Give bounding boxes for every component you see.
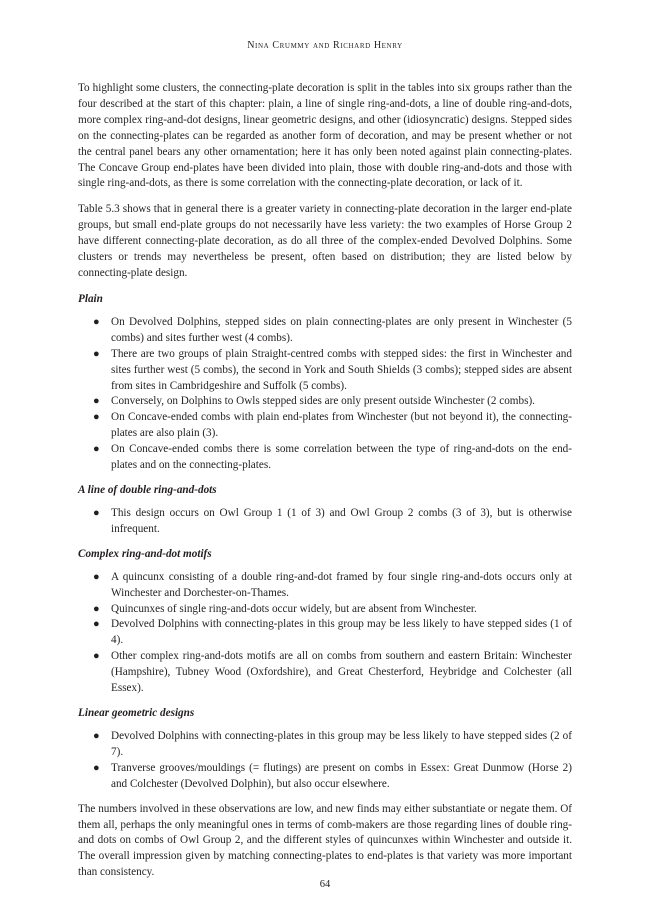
bullet-icon: ●	[93, 506, 100, 519]
bullet-icon: ●	[93, 761, 100, 774]
bullet-icon: ●	[93, 602, 100, 615]
section-heading-double: A line of double ring-and-dots	[78, 483, 217, 496]
bullet-list-linear	[78, 729, 572, 793]
bullet-icon: ●	[93, 411, 100, 424]
list-item: ● On Concave-ended combs there is some correlation between the type of ring-and-dots on the end-plates and on the connecting-plates.	[93, 443, 572, 472]
list-item: ● A quincunx consisting of a double ring-and-dot framed by four single ring-and-dots occurs only at Winchester and Dorchester-on-Thames.	[93, 570, 572, 599]
bullet-icon: ●	[93, 650, 100, 663]
list-item: ● Other complex ring-and-dots motifs are all on combs from southern and eastern Britain: Winchester (Hampshire), Tubney Wood (Oxfordshire), and Great Chesterford, Heybridge and Colchester (all Essex).	[93, 650, 572, 695]
list-item: ● Tranverse grooves/mouldings (= flutings) are present on combs in Essex: Great Dunmow (Horse 2) and Colchester (Devolved Dolphin), but also occur elsewhere.	[93, 761, 572, 790]
list-item: ● Quincunxes of single ring-and-dots occur widely, but are absent from Winchester.	[111, 602, 572, 618]
running-head: Nina Crummy and Richard Henry	[247, 40, 403, 51]
bullet-icon: ●	[93, 395, 100, 408]
list-item: ● On Concave-ended combs with plain end-plates from Winchester (but not beyond it), the connecting-plates are also plain (3).	[93, 411, 572, 440]
list-item: ● On Devolved Dolphins, stepped sides on plain connecting-plates are only present in Winchester (5 combs) and sites further west (4 combs).	[93, 315, 572, 344]
list-item: ● Devolved Dolphins with connecting-plates in this group may be less likely to have stepped sides (2 of 7).	[93, 730, 572, 758]
page-number: 64	[319, 879, 331, 890]
list-item: ● Devolved Dolphins with connecting-plates in this group may be less likely to have stepped sides (1 of 4).	[93, 618, 572, 647]
bullet-icon: ●	[93, 618, 100, 631]
list-item: ● Conversely, on Dolphins to Owls stepped sides are only present outside Winchester (2 combs).	[111, 394, 572, 410]
page-content	[78, 40, 572, 891]
bullet-list-plain	[78, 315, 572, 474]
paragraph-conclusion: The numbers involved in these observations are low, and new finds may either substantiate or negate them. Of them all, perhaps the only meaningful ones in terms of comb-makers are those regarding lines of double ring-and dots on combs of Owl Group 2, and the different styles of quincunxes within Winchester and outside it. The overall impression given by matching connecting-plates to end-plates is that variety was more important than consistency.	[78, 802, 572, 879]
section-heading-linear: Linear geometric designs	[78, 707, 195, 719]
paragraph-intro: To highlight some clusters, the connecting-plate decoration is split in the tables into six groups rather than the four described at the start of this chapter: plain, a line of single ring-and-dots, a line of double ring-and-dots, more complex ring-and-dot designs, linear geometric designs, and other (idiosyncratic) designs. Stepped sides on the connecting-plates can be regarded as another form of decoration, and may be present whether or not the central panel bears any other ornamentation; here it has only been noted against plain connecting-plates. The Concave Group end-plates have been divided into plain, those with double ring-and-dots and those with single ring-and-dots, as there is some correlation with the connecting-plate decoration, or lack of it.	[78, 82, 572, 190]
bullet-icon: ●	[93, 443, 100, 456]
list-item: ● There are two groups of plain Straight-centred combs with stepped sides: the first in Winchester and sites further west (5 combs), the second in York and South Shields (3 combs); stepped sides are absent from sites in Cambridgeshire and Suffolk (5 combs).	[93, 347, 572, 392]
bullet-list-double	[78, 506, 572, 538]
list-item: ● This design occurs on Owl Group 1 (1 of 3) and Owl Group 2 combs (3 of 3), but is otherwise infrequent.	[93, 506, 572, 535]
paragraph-table-summary: Table 5.3 shows that in general there is a greater variety in connecting-plate decoration in the larger end-plate groups, but small end-plate groups do not necessarily have less variety: the two examples of Horse Group 2 have different connecting-plate decoration, as do all three of the complex-ended Devolved Dolphins. Some clusters or trends may nevertheless be present, often based on distribution; they are listed below by connecting-plate design.	[78, 203, 572, 279]
bullet-icon: ●	[93, 315, 100, 328]
bullet-icon: ●	[93, 347, 100, 360]
bullet-icon: ●	[93, 570, 100, 583]
bullet-icon: ●	[93, 730, 100, 742]
section-heading-plain: Plain	[78, 292, 103, 305]
bullet-list-complex	[78, 570, 572, 697]
section-heading-complex: Complex ring-and-dot motifs	[78, 547, 212, 560]
